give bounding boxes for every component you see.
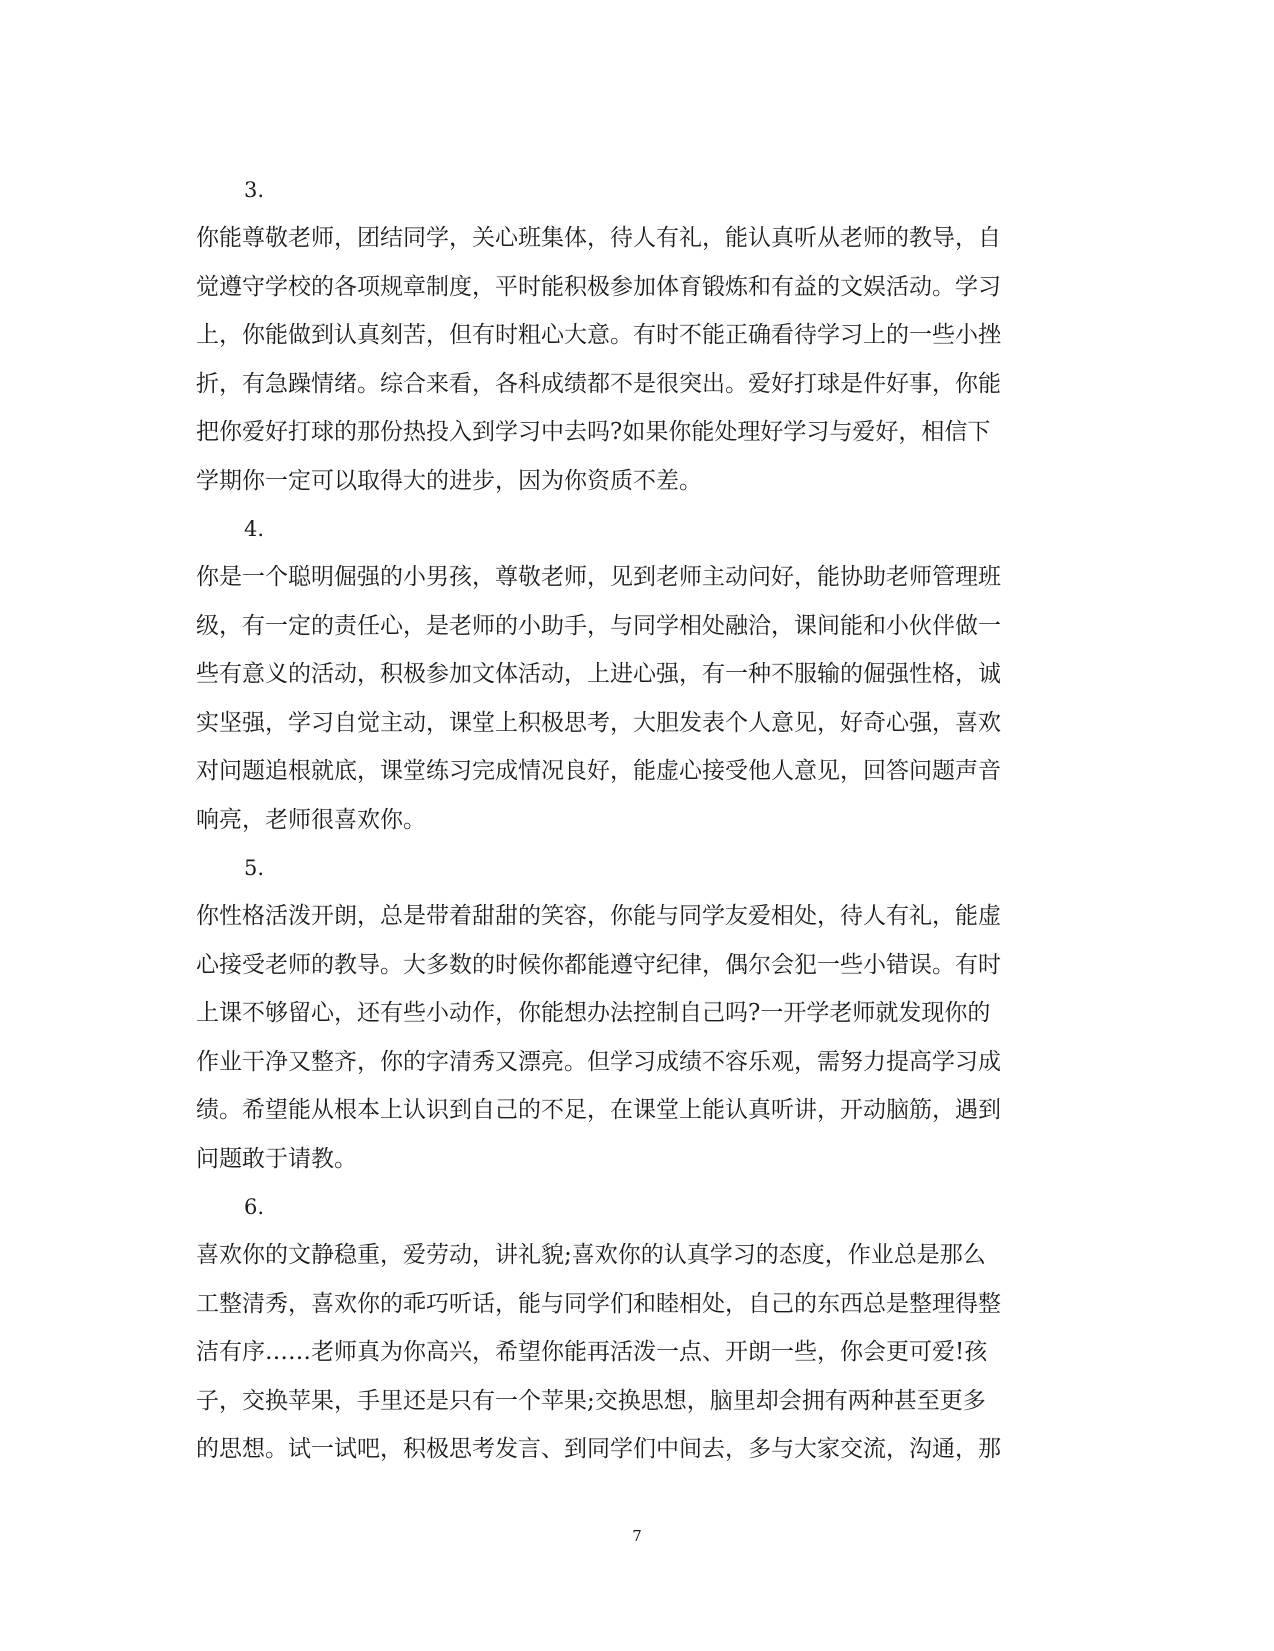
text-line: 把你爱好打球的那份热投入到学习中去吗?如果你能处理好学习与爱好，相信下: [196, 419, 991, 445]
text-line: 响亮，老师很喜欢你。: [196, 806, 426, 833]
text-line: 学期你一定可以取得大的进步，因为你资质不差。: [196, 467, 702, 494]
text-line: 你性格活泼开朗，总是带着甜甜的笑容，你能与同学友爱相处，待人有礼，能虚: [196, 903, 1001, 929]
page-number: 7: [632, 1527, 642, 1545]
text-line: 问题敢于请教。: [196, 1145, 357, 1172]
comment-section-6: [196, 1183, 1076, 1474]
text-line: 喜欢你的文静稳重，爱劳动，讲礼貌;喜欢你的认真学习的态度，作业总是那么: [196, 1242, 986, 1268]
text-line: 些有意义的活动，积极参加文体活动，上进心强，有一种不服输的倔强性格，诚: [196, 661, 1001, 687]
section-number: 4.: [244, 517, 265, 541]
comment-section-5: [196, 844, 1076, 1183]
section-number: 5.: [244, 856, 265, 880]
text-line: 实坚强，学习自觉主动，课堂上积极思考，大胆发表个人意见，好奇心强，喜欢: [196, 709, 1001, 736]
text-line: 心接受老师的教导。大多数的时候你都能遵守纪律，偶尔会犯一些小错误。有时: [196, 951, 1001, 978]
section-number: 3.: [244, 178, 265, 202]
document-body: [196, 166, 1076, 1474]
text-line: 作业干净又整齐，你的字清秀又漂亮。但学习成绩不容乐观，需努力提高学习成: [196, 1048, 1001, 1075]
text-line: 级，有一定的责任心，是老师的小助手，与同学相处融洽，课间能和小伙伴做一: [196, 612, 1001, 639]
text-line: 折，有急躁情绪。综合来看，各科成绩都不是很突出。爱好打球是件好事，你能: [196, 370, 1001, 397]
text-line: 绩。希望能从根本上认识到自己的不足，在课堂上能认真听讲，开动脑筋，遇到: [196, 1097, 1001, 1123]
text-line: 上，你能做到认真刻苦，但有时粗心大意。有时不能正确看待学习上的一些小挫: [196, 322, 1001, 348]
text-line: 工整清秀，喜欢你的乖巧听话，能与同学们和睦相处，自己的东西总是整理得整: [196, 1290, 1001, 1317]
text-line: 洁有序……老师真为你高兴，希望你能再活泼一点、开朗一些，你会更可爱!孩: [196, 1339, 988, 1365]
text-line: 子，交换苹果，手里还是只有一个苹果;交换思想，脑里却会拥有两种甚至更多: [196, 1387, 986, 1414]
text-line: 对问题追根就底，课堂练习完成情况良好，能虚心接受他人意见，回答问题声音: [196, 758, 1001, 784]
text-line: 你能尊敬老师，团结同学，关心班集体，待人有礼，能认真听从老师的教导，自: [196, 225, 1001, 251]
comment-section-4: [196, 505, 1076, 844]
section-number: 6.: [244, 1195, 265, 1219]
comment-section-3: [196, 166, 1076, 505]
text-line: 你是一个聪明倔强的小男孩，尊敬老师，见到老师主动问好，能协助老师管理班: [196, 564, 1001, 590]
text-line: 的思想。试一试吧，积极思考发言、到同学们中间去，多与大家交流，沟通，那: [196, 1436, 1001, 1462]
text-line: 上课不够留心，还有些小动作，你能想办法控制自己吗?一开学老师就发现你的: [196, 1000, 991, 1026]
text-line: 觉遵守学校的各项规章制度，平时能积极参加体育锻炼和有益的文娱活动。学习: [196, 273, 1001, 300]
